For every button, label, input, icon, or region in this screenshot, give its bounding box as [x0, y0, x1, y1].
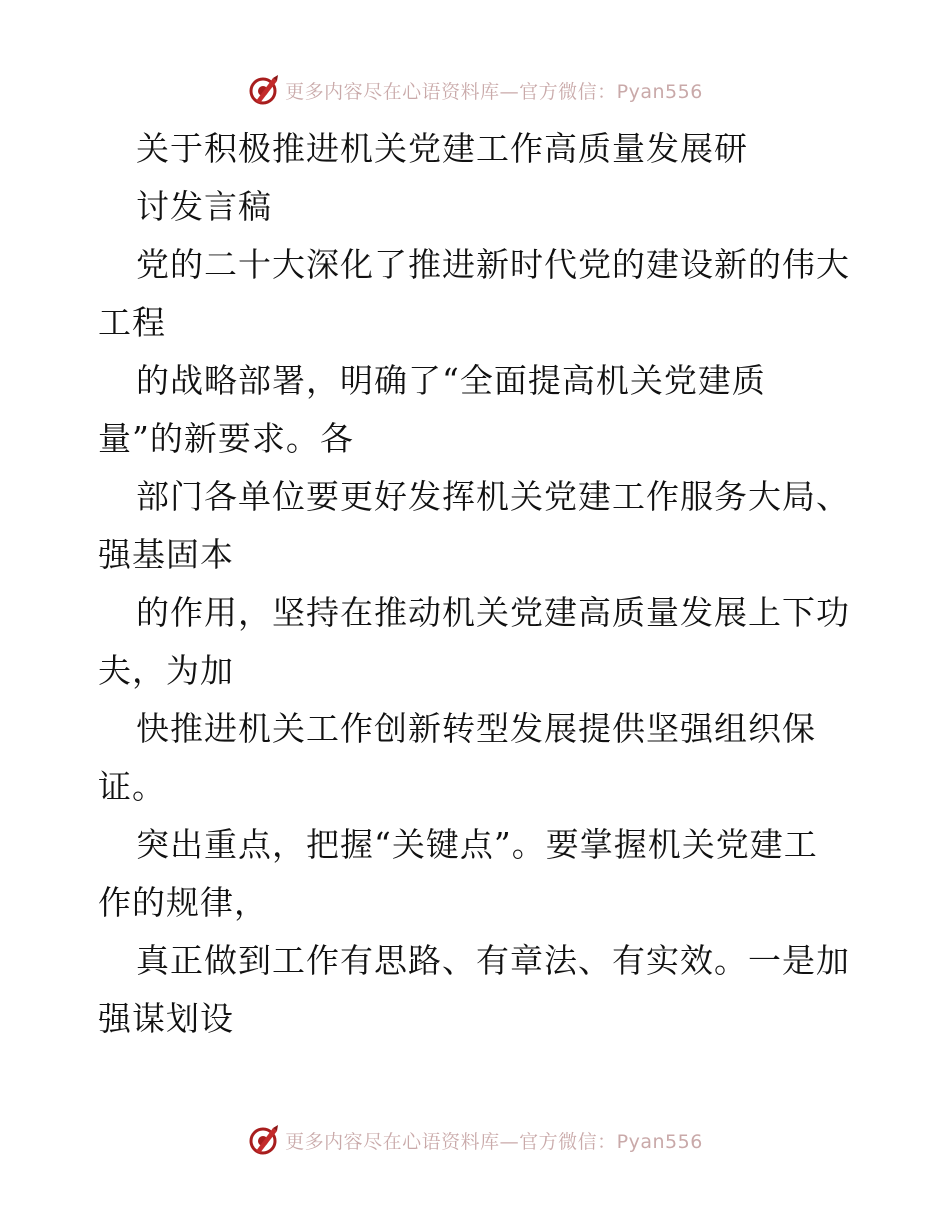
doc-line: 讨发言稿 — [136, 187, 272, 226]
quill-seal-icon — [247, 1123, 281, 1157]
doc-line: 作的规律， — [98, 883, 268, 922]
header-watermark — [0, 70, 950, 110]
document-body — [98, 120, 858, 1048]
doc-line: 量”的新要求。各 — [98, 419, 354, 458]
doc-line: 夫，为加 — [98, 651, 234, 690]
doc-line: 强基固本 — [98, 535, 234, 574]
quill-seal-icon — [247, 73, 281, 107]
header-text: 更多内容尽在心语资料库—官方微信：Pyan556 — [285, 80, 703, 103]
doc-line: 关于积极推进机关党建工作高质量发展研 — [136, 129, 748, 168]
doc-line: 党的二十大深化了推进新时代党的建设新的伟大 — [136, 245, 850, 284]
doc-line: 突出重点，把握“关键点”。要掌握机关党建工 — [136, 825, 818, 864]
doc-line: 的作用，坚持在推动机关党建高质量发展上下功 — [136, 593, 850, 632]
doc-line: 真正做到工作有思路、有章法、有实效。一是加 — [136, 941, 850, 980]
doc-line: 快推进机关工作创新转型发展提供坚强组织保 — [136, 709, 816, 748]
footer-watermark — [0, 1120, 950, 1160]
doc-line: 部门各单位要更好发挥机关党建工作服务大局、 — [136, 477, 850, 516]
doc-line: 工程 — [98, 303, 166, 342]
doc-line: 强谋划设 — [98, 999, 234, 1038]
doc-line: 的战略部署，明确了“全面提高机关党建质 — [136, 361, 766, 400]
doc-line: 证。 — [98, 767, 166, 806]
footer-text: 更多内容尽在心语资料库—官方微信：Pyan556 — [285, 1130, 703, 1153]
